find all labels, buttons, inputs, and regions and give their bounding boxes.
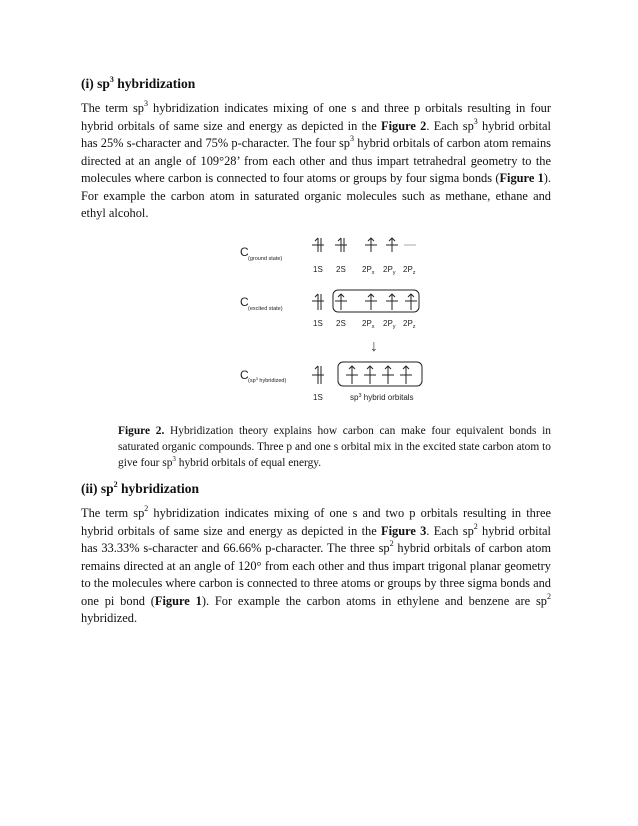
row2-state-label: (excited state) — [248, 306, 283, 312]
row1-state-label: (ground state) — [248, 256, 283, 262]
down-arrow-icon: ↓ — [370, 338, 378, 355]
electron-arrow — [338, 294, 344, 310]
orbital-label-2pz: $2P_z$ — [403, 319, 416, 330]
figure-1-reference: Figure 1 — [154, 593, 202, 608]
orbital-label-1s: 1S — [313, 319, 323, 328]
ground-state-orbitals — [312, 238, 416, 252]
figure-3-reference: Figure 3 — [381, 523, 427, 538]
orbital-label-2s: 2S — [336, 265, 346, 274]
row3-c-label: C — [240, 368, 249, 382]
sp3-hybridized-orbitals — [312, 362, 422, 386]
row1-c-label: C — [240, 245, 249, 259]
orbital-label-2s: 2S — [336, 319, 346, 328]
orbital-label-1s: 1S — [313, 393, 323, 402]
figure-2-caption: Figure 2. Hybridization theory explains how carbon can make four equivalent bonds in saturated organic compounds. Three p and one s orbital mix in the excited state carbon atom to give four $sp^3$ hybrid orbitals of equal energy. — [118, 425, 551, 469]
hybrid-orbitals-label: $sp^3$ hybrid orbitals — [350, 393, 414, 402]
figure-1-reference: Figure 1 — [499, 171, 544, 185]
paragraph-sp3: The term $sp^3$ hybridization indicates mixing of one s and three p orbitals resulting in four hybrid orbitals of same size and energy as depicted in the Figure 2. Each $sp^3$ hybrid orbital has 25% s-character and 75% p-character. The four $sp^3$ hybrid orbitals of carbon atom remains directed at an angle of 109°28’ from each other and thus impart tetrahedral geometry to the molecules where carbon is connected to four atoms or groups by four sigma bonds (Figure 1). For example the carbon atom in saturated organic molecules such as methane, ethane and ethyl alcohol. — [81, 99, 552, 220]
section-heading-sp3: (i) $sp^3$ hybridization — [81, 75, 196, 91]
orbital-label-2pz: $2P_z$ — [403, 265, 416, 276]
figure-2-reference: Figure 2 — [381, 118, 427, 133]
paragraph-sp2: The term $sp^2$ hybridization indicates mixing of one s and two p orbitals resulting in three hybrid orbitals of same size and energy as depicted in the Figure 3. Each $sp^2$ hybrid orbital has 33.33% s-character and 66.66% p-character. The three $sp^2$ hybrid orbitals of carbon atom remains directed at an angle of 120° from each other and thus impart trigonal planar geometry to the molecules where carbon is connected to three atoms or groups by three sigma bonds and one pi bond (Figure 1). For example the carbon atoms in ethylene and benzene are $sp^2$ hybridized. — [81, 504, 552, 625]
electron-arrow — [368, 294, 374, 310]
electron-arrow — [389, 294, 395, 310]
orbital-label-2py: $2P_y$ — [383, 265, 396, 276]
row3-state-label: ($sp^3$ hybridized) — [248, 376, 287, 384]
electron-arrow — [408, 294, 414, 310]
orbital-label-2px: $2P_x$ — [362, 319, 375, 330]
figure-2-label: Figure 2. — [118, 425, 165, 437]
electron-arrow — [315, 294, 321, 310]
row2-c-label: C — [240, 295, 249, 309]
orbital-label-1s: 1S — [313, 265, 323, 274]
excited-state-orbitals — [312, 290, 419, 312]
section-heading-sp2: (ii) $sp^2$ hybridization — [81, 480, 200, 496]
orbital-label-2py: $2P_y$ — [383, 319, 396, 330]
orbital-label-2px: $2P_x$ — [362, 265, 375, 276]
